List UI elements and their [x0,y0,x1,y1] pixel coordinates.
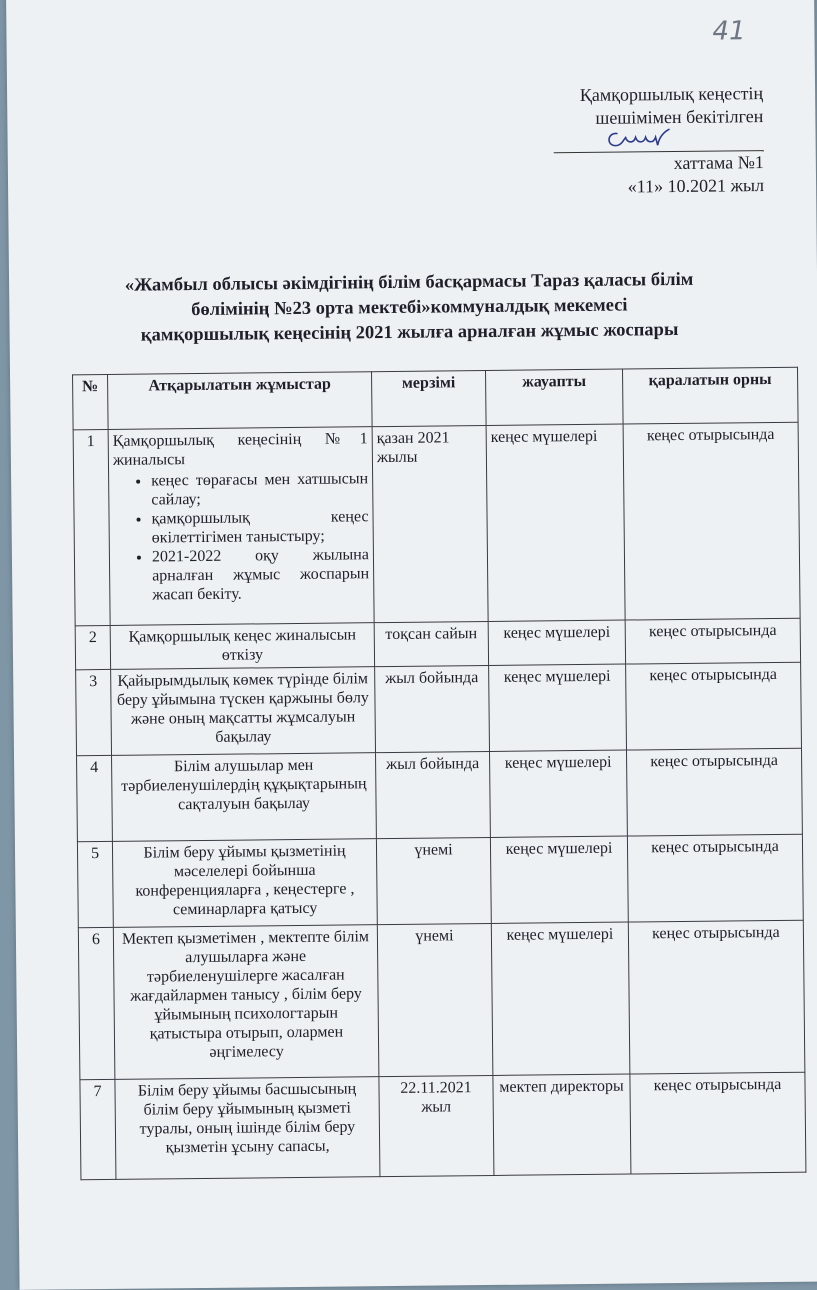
row-work [108,427,374,626]
table-row [77,748,803,842]
table-row [80,1072,806,1180]
row-number: 7 [80,1079,116,1179]
header-term: мерзімі [372,370,487,426]
row-responsible: кеңес мүшелері [489,664,627,751]
signature-icon [603,125,673,152]
header-work: Атқарылатын жұмыстар [108,372,373,430]
row-term: жыл бойында [376,751,491,838]
row-number: 1 [73,429,110,625]
bullet-item: • кеңес төрағасы мен хатшысын сайлау; [151,469,368,509]
row-number: 3 [76,669,112,755]
signature-line [553,128,763,153]
title-line-3: қамқоршылық кеңесінің 2021 жылға арналған жұмыс жоспары [140,319,679,346]
row-work: Мектеп қызметімен , мектепте білім алушыларға және тәрбиеленушілерге жасалған жағдайлармен танысу , білім беру ұйымының психологтарын қатыстыра отырып, олармен әңгімелесу [113,925,379,1080]
approval-block [553,82,764,199]
row-work: Білім алушылар мен тәрбиеленушілердің құқықтарының сақталуын бақылау [112,753,377,842]
table-row [77,834,803,928]
row-responsible: кеңес мүшелері [490,836,628,923]
row-term: тоқсан сайын [374,621,488,666]
table-row [78,920,805,1080]
document-page [6,0,817,1290]
row-term: үнемі [376,837,491,924]
row-place: кеңес отырысында [628,920,805,1074]
row-responsible: кеңес мүшелері [490,750,628,837]
row-number: 2 [75,625,110,669]
row-place: кеңес отырысында [625,618,800,664]
row-number: 5 [77,841,113,927]
bullet-item: • қамқоршылық кеңес өкілеттігімен таныстыру; [151,507,368,547]
document-title [69,267,750,349]
title-line-1: «Жамбыл облысы әкімдігінің білім басқармасы Тараз қаласы білім [124,269,694,296]
table-row [75,618,800,670]
row-number: 4 [77,755,113,841]
row-work: Білім беру ұйымы қызметінің мәселелері бойынша конференцияларға , кеңестерге , семинарларға қатысу [112,839,377,928]
row-term: 22.11.2021 жыл [379,1075,494,1176]
work-plan-table [72,367,806,1181]
row-work: Қамқоршылық кеңес жиналысын өткізу [110,623,374,670]
table-header-row [73,367,799,430]
header-number: № [73,374,109,429]
bullet-item: • 2021-2022 оқу жылына арналған жұмыс жоспарын жасап бекіту. [152,545,370,604]
row-term: қазан 2021 жылы [372,425,488,622]
row-place: кеңес отырысында [627,834,803,922]
approval-line-4: «11» 10.2021 жыл [627,175,765,197]
row-term: жыл бойында [375,665,490,752]
bullet-list [113,469,369,605]
row-responsible: кеңес мүшелері [491,922,630,1075]
row-place: кеңес отырысында [623,422,800,620]
handwritten-page-number: 41 [712,16,746,47]
row-term: үнемі [377,923,493,1076]
row-work-text: Қамқоршылық кеңесінің №1 жиналысы [112,430,368,469]
row-work: Білім беру ұйымы басшысының білім беру ұйымының қызметі туралы, оның ішінде білім беру қызметін ұсыну сапасы, [115,1077,380,1180]
header-place: қаралатын орны [623,367,799,424]
title-line-2: бөлімінің №23 орта мектебі»коммуналдық мекемесі [191,295,628,321]
table-row [73,422,800,626]
header-responsible: жауапты [486,369,624,425]
approval-line-1: Қамқоршылық кеңестің [579,83,764,105]
row-place: кеңес отырысында [626,748,802,836]
row-place: кеңес отырысында [626,662,802,750]
row-responsible: мектеп директоры [493,1074,631,1175]
row-place: кеңес отырысында [630,1072,806,1174]
approval-line-3: хаттама №1 [673,152,764,174]
approval-line-2: шешімімен бекітілген [595,106,764,128]
table-row [76,662,802,756]
row-number: 6 [78,927,115,1079]
row-responsible: кеңес мүшелері [488,620,625,665]
row-responsible: кеңес мүшелері [486,424,625,621]
row-work: Қайырымдылық көмек түрінде білім беру ұйымына түскен қаржыны бөлу және оның мақсатты жұмсалуын бақылау [111,667,376,756]
